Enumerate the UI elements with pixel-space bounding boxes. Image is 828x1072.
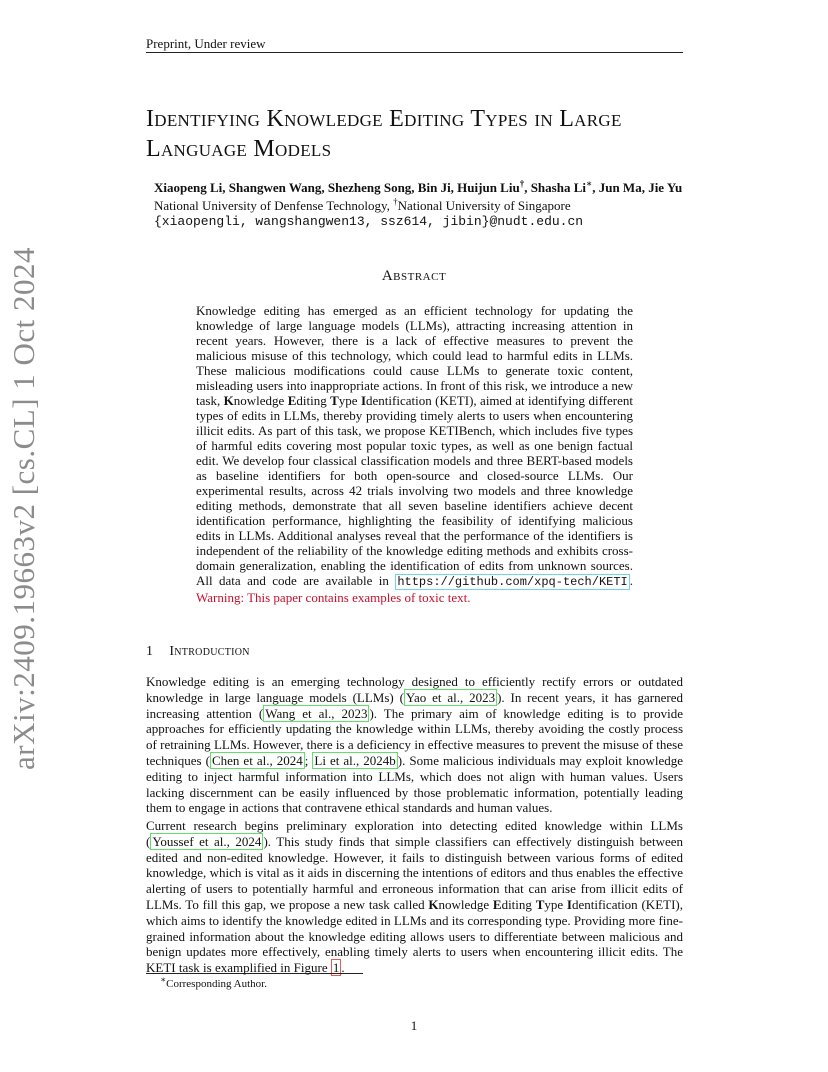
intro-word: diting	[501, 896, 536, 912]
dagger-mark: †	[519, 178, 525, 189]
intro-text: ). In recent years, it has garnered increasing attention (	[146, 689, 683, 721]
intro-text: dentification (KETI), which aims to identify the knowledge edited in LLMs and its corresponding type. Providing more fine-grained information about the knowledge editing allows users to differentiate between malicious and benign updates more effectively, enabling timely alerts to users when encountering illicit edits. The KETI task is examplified in Figure	[146, 896, 683, 976]
abstract-heading: Abstract	[381, 268, 447, 284]
bold-letter: E	[287, 393, 297, 408]
abstract-period: .	[629, 573, 633, 588]
section-heading	[146, 644, 250, 660]
abstract-word: ype	[338, 393, 361, 408]
section-title: Introduction	[169, 644, 250, 659]
footnote-mark: ∗	[160, 974, 167, 985]
abstract-body	[196, 303, 633, 605]
bold-letter: K	[428, 896, 439, 912]
intro-text: Current research begins preliminary exploration into detecting edited knowledge within LLMs (	[146, 818, 683, 849]
abstract-text-2: dentification (KETI), aimed at identifying different types of edits in LLMs, thereby providing timely alerts to users when encountering illicit edits. As part of this task, we propose KETIBench, which includes five types of harmful edits covering most popular toxic types, as well as one benign factual edit. We develop four classical classification models and three BERT-based models as baseline identifiers for both open-source and closed-source LLMs. Our experimental results, across 42 trials involving two models and three knowledge editing methods, demonstrate that all seven baseline identifiers achieve decent identification performance, highlighting the feasibility of identifying malicious edits in LLMs. Additional analyses reveal that the performance of the identifiers is independent of the reliability of the knowledge editing methods and exhibits cross-domain generalization, enabling the identification of edits from unknown sources. All data and code are available in	[196, 393, 633, 588]
intro-paragraph-1	[146, 674, 683, 816]
intro-text: .	[341, 960, 345, 976]
bold-letter: T	[330, 393, 339, 408]
citation-link[interactable]: Yao et al., 2023	[405, 689, 496, 705]
running-head: Preprint, Under review	[146, 36, 266, 51]
paper-title: Identifying Knowledge Editing Types in Large Language Models	[146, 106, 622, 162]
authors-part-2: , Shasha Li	[524, 180, 586, 195]
affiliations	[154, 198, 571, 214]
github-link[interactable]: https://github.com/xpq-tech/KETI	[397, 575, 628, 589]
intro-text: ). This study finds that simple classifiers can effectively distinguish between edited and non-edited knowledge. However, it fails to distinguish between various forms of edited knowledge, which is vital as it aids in discerning the intentions of editors and thus enables the effective alerting of users to potentially harmful and erroneous information that can arise from illicit edits of LLMs. To fill this gap, we propose a new task called	[146, 833, 683, 912]
bold-letter: T	[535, 896, 545, 912]
corresponding-star[interactable]: ∗	[586, 178, 593, 189]
authors-part-1: Xiaopeng Li, Shangwen Wang, Shezheng Song, Bin Ji, Huijun Liu	[154, 180, 520, 195]
intro-text: ). Some malicious individuals may exploit knowledge editing to inject harmful information into LLMs, which does not align with human values. Users lacking discernment can be easily influenced by those problematic information, potentially leading them to engage in actions that contravene ethical standards and human values.	[146, 752, 683, 816]
affiliation-dagger: †	[393, 196, 398, 207]
figure-reference-link[interactable]: 1	[332, 960, 340, 976]
footnote	[160, 974, 267, 990]
citation-link[interactable]: Wang et al., 2023	[265, 705, 368, 721]
toxic-content-warning: Warning: This paper contains examples of toxic text.	[196, 590, 471, 605]
header-rule	[146, 52, 683, 53]
intro-text: ). The primary aim of knowledge editing is to provide approaches for efficiently updating the knowledge within LLMs, thereby avoiding the costly process of retraining LLMs. However, there is a deficiency in effective measures to prevent the misuse of these techniques (	[146, 705, 684, 768]
bold-letter: I	[566, 896, 572, 912]
authors-part-3: , Jun Ma, Jie Yu	[592, 180, 683, 195]
citation-link[interactable]: Chen et al., 2024	[211, 752, 303, 768]
footnote-rule	[146, 973, 363, 974]
citation-link[interactable]: Li et al., 2024b	[314, 752, 396, 768]
abstract-word: diting	[296, 393, 331, 408]
intro-word: ype	[544, 896, 567, 912]
bold-letter: I	[360, 393, 367, 408]
author-emails: {xiaopengli, wangshangwen13, ssz614, jibin}@nudt.edu.cn	[154, 214, 584, 229]
abstract-word: nowledge	[233, 393, 288, 408]
abstract-text-1: Knowledge editing has emerged as an efficient technology for updating the knowledge of large language models (LLMs), attracting increasing attention in recent years. However, there is a lack of effective measures to prevent the malicious misuse of this technology, which could lead to harmful edits in LLMs. These malicious modifications could cause LLMs to generate toxic content, misleading users into inappropriate actions. In front of this risk, we introduce a new task,	[196, 303, 633, 408]
affiliation-2: National University of Singapore	[397, 198, 571, 213]
intro-paragraph-2	[146, 818, 683, 976]
affiliation-1: National University of Denfense Technology,	[154, 198, 394, 213]
bold-letter: E	[492, 896, 502, 912]
section-number: 1	[146, 644, 154, 659]
page-number: 1	[410, 1018, 418, 1033]
author-list	[154, 180, 682, 196]
bold-letter: K	[223, 393, 234, 408]
intro-text: Knowledge editing is an emerging technology designed to efficiently rectify errors or outdated knowledge in large language models (LLMs) (	[146, 674, 683, 705]
citation-link[interactable]: Youssef et al., 2024	[152, 833, 262, 849]
arxiv-identifier[interactable]: arXiv:2409.19663v2 [cs.CL] 1 Oct 2024	[6, 246, 41, 770]
footnote-text: Corresponding Author.	[166, 978, 267, 990]
intro-word: nowledge	[438, 896, 493, 912]
intro-text: ;	[304, 752, 313, 768]
